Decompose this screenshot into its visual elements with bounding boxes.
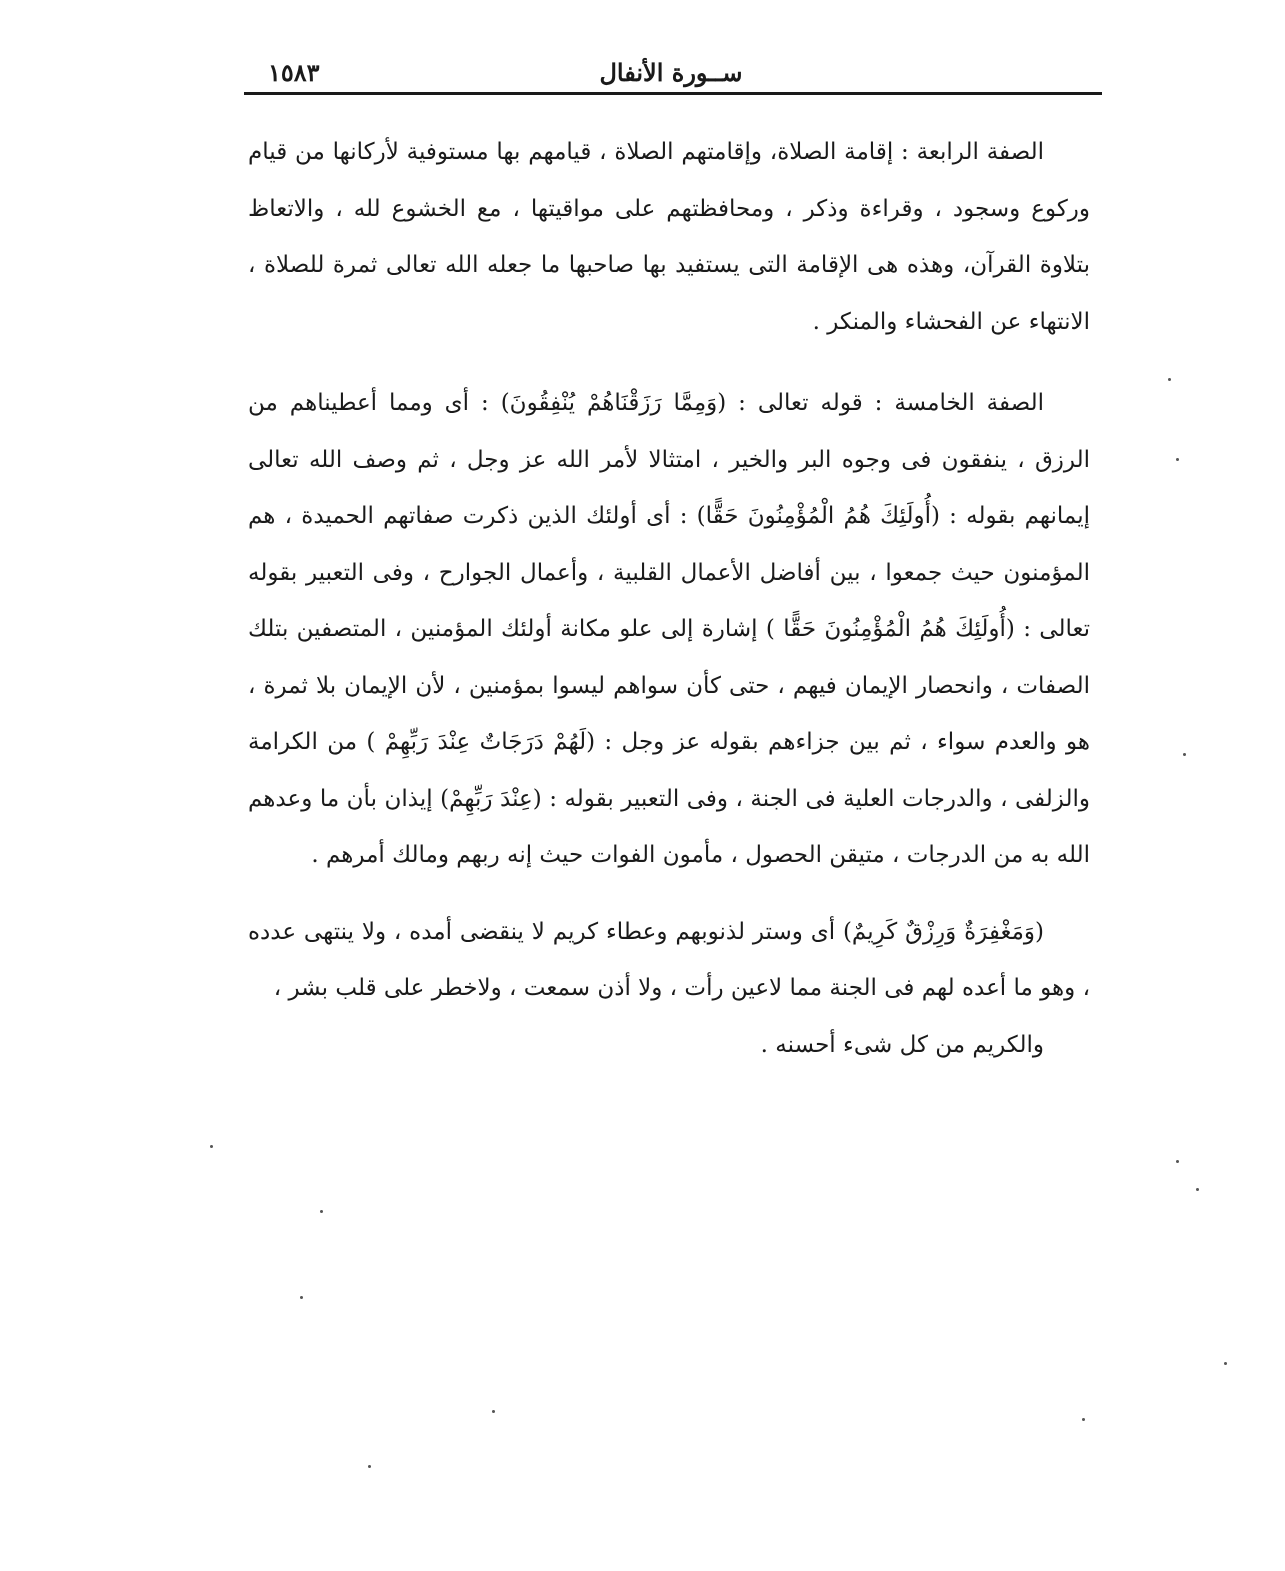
scan-speck — [1082, 1418, 1085, 1421]
paragraph-forgiveness: (وَمَغْفِرَةٌ وَرِزْقٌ كَرِيمٌ) أى وستر لذنوبهم وعطاء كريم لا ينقضى أمده ، ولا ينتهى عدده ، وهو ما أعده لهم فى الجنة مما لاعين رأت ، ولا أذن سمعت ، ولاخطر على قلب بشر ، — [248, 918, 1090, 1001]
paragraph-closing-line: والكريم من كل شىء أحسنه . — [760, 1031, 1044, 1058]
running-header — [240, 52, 1102, 96]
scan-speck — [320, 1210, 323, 1213]
scan-speck — [1183, 753, 1186, 756]
scan-speck — [1176, 1160, 1179, 1163]
scan-speck — [1224, 1362, 1227, 1365]
header-rule — [244, 92, 1102, 95]
paragraph-fifth-quality: الصفة الخامسة : قوله تعالى : (وَمِمَّا رَزَقْنَاهُمْ يُنْفِقُونَ) : أى ومما أعطيناهم من الرزق ، ينفقون فى وجوه البر والخير ، امتثالا لأمر الله عز وجل ، ثم وصف الله تعالى إيمانهم بقوله : (أُولَئِكَ هُمُ الْمُؤْمِنُونَ حَقًّا) : أى أولئك الذين ذكرت صفاتهم الحميدة ، هم المؤمنون حيث جمعوا ، بين أفاضل الأعمال القلبية ، وأعمال الجوارح ، وفى التعبير بقوله تعالى : (أُولَئِكَ هُمُ الْمُؤْمِنُونَ حَقًّا ) إشارة إلى علو مكانة أولئك المؤمنين ، المتصفين بتلك الصفات ، وانحصار الإيمان فيهم ، حتى كأن سواهم ليسوا بمؤمنين ، لأن الإيمان بلا ثمرة ، هو والعدم سواء ، ثم بين جزاءهم بقوله عز وجل : (لَهُمْ دَرَجَاتٌ عِنْدَ رَبِّهِمْ ) من الكرامة والزلفى ، والدرجات العلية فى الجنة ، وفى التعبير بقوله : (عِنْدَ رَبِّهِمْ) إيذان بأن ما وعدهم الله به من الدرجات ، متيقن الحصول ، مأمون الفوات حيث إنه ربهم ومالك أمرهم . — [248, 390, 1090, 868]
paragraph-fourth-quality: الصفة الرابعة : إقامة الصلاة، وإقامتهم الصلاة ، قيامهم بها مستوفية لأركانها من قيام وركوع وسجود ، وقراءة وذكر ، ومحافظتهم على مواقيتها ، مع الخشوع لله ، والاتعاظ بتلاوة القرآن، وهذه هى الإقامة التى يستفيد بها صاحبها ما جعله الله تعالى ثمرة للصلاة ، الانتهاء عن الفحشاء والمنكر . — [248, 139, 1090, 335]
scan-speck — [368, 1465, 371, 1468]
surah-title: ســورة الأنفال — [599, 58, 743, 87]
page-number: ١٥٨٣ — [268, 58, 320, 87]
scan-speck — [492, 1410, 495, 1413]
scan-speck — [1176, 458, 1179, 461]
scan-speck — [1196, 1188, 1199, 1191]
scan-speck — [1168, 378, 1171, 381]
scan-speck — [210, 1145, 213, 1148]
body-text — [248, 124, 1090, 1073]
scan-speck — [300, 1296, 303, 1299]
